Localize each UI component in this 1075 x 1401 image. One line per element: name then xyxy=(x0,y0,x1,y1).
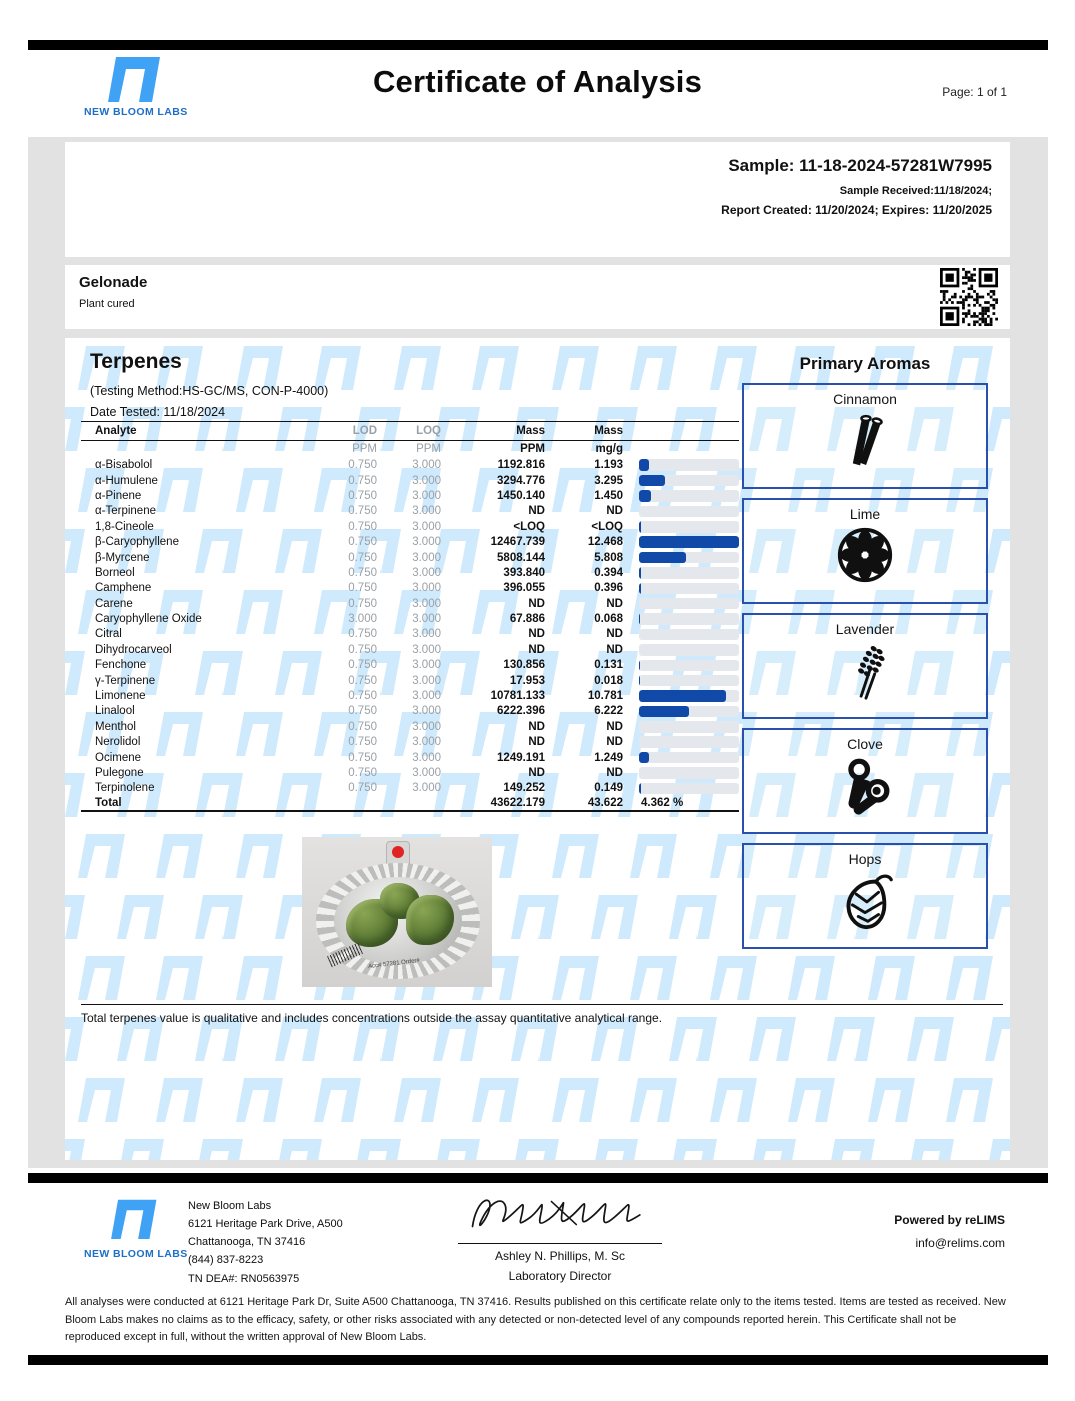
mass-mgg-value: <LOQ xyxy=(591,520,623,533)
signature-block xyxy=(440,1188,680,1283)
bar-track xyxy=(639,475,739,487)
lod-value: 0.750 xyxy=(348,690,377,703)
loq-value: 3.000 xyxy=(412,643,441,656)
bar-fill xyxy=(639,475,665,487)
mass-bar-cell xyxy=(629,750,739,765)
analyte-name: Ocimene xyxy=(95,751,142,764)
table-row xyxy=(81,627,739,642)
content-area xyxy=(28,137,1048,1168)
footer-logo xyxy=(84,1198,188,1260)
table-row xyxy=(81,550,739,565)
product-info-box xyxy=(65,265,1010,329)
top-rule-bar xyxy=(28,40,1048,50)
mass-bar-cell xyxy=(629,504,739,519)
mass-bar-cell xyxy=(629,627,739,642)
mass-bar-cell xyxy=(629,534,739,549)
lod-value: 0.750 xyxy=(348,597,377,610)
signer-name: Ashley N. Phillips, M. Sc xyxy=(494,1249,626,1263)
aroma-label: Lime xyxy=(849,506,881,522)
bar-fill xyxy=(639,690,726,702)
mass-ppm-value: ND xyxy=(528,505,545,518)
analyte-name: Caryophyllene Oxide xyxy=(95,613,202,626)
mass-bar-cell xyxy=(629,611,739,626)
mass-mgg-value: ND xyxy=(606,628,623,641)
table-row xyxy=(81,488,739,503)
dish-label: Acc# 57281 Order# xyxy=(367,957,421,971)
analyte-name: Borneol xyxy=(95,566,135,579)
analyte-name: Nerolidol xyxy=(95,736,141,749)
loq-value: 3.000 xyxy=(412,459,441,472)
mass-ppm-value: 130.856 xyxy=(503,659,545,672)
lod-value: 3.000 xyxy=(348,613,377,626)
col-mass-ppm: Mass xyxy=(447,422,551,441)
aroma-list xyxy=(742,383,988,949)
loq-value: 3.000 xyxy=(412,767,441,779)
mass-bar-cell xyxy=(629,673,739,688)
bar-track xyxy=(639,567,739,579)
bar-track xyxy=(639,706,739,718)
mass-ppm-value: 17.953 xyxy=(509,674,545,687)
mass-mgg-value: 12.468 xyxy=(587,536,623,549)
mass-ppm-value: <LOQ xyxy=(513,520,545,533)
section-title: Terpenes xyxy=(90,350,182,373)
aroma-box-hops xyxy=(742,843,988,949)
aroma-box-cinnamon xyxy=(742,383,988,489)
lod-value: 0.750 xyxy=(348,705,377,718)
mass-ppm-value: 1192.816 xyxy=(497,459,545,472)
table-row xyxy=(81,781,739,796)
lod-value: 0.750 xyxy=(348,505,377,518)
lod-value: 0.750 xyxy=(348,582,377,595)
mass-bar-cell xyxy=(629,658,739,673)
lab-address-block xyxy=(188,1197,343,1288)
bar-track xyxy=(639,536,739,548)
bar-fill xyxy=(639,536,739,548)
mass-mgg-value: ND xyxy=(606,505,623,518)
loq-value: 3.000 xyxy=(412,474,441,487)
total-mass-ppm: 43622.179 xyxy=(447,796,551,811)
hops-icon xyxy=(744,869,986,936)
mass-mgg-value: 3.295 xyxy=(594,474,623,487)
primary-aromas xyxy=(742,354,988,949)
bar-fill xyxy=(639,583,641,595)
unit-mass-mgg: mg/g xyxy=(595,443,623,456)
aroma-label: Hops xyxy=(848,851,882,867)
loq-value: 3.000 xyxy=(412,751,441,764)
table-row xyxy=(81,611,739,626)
analyte-name: α-Terpinene xyxy=(95,505,156,518)
lab-city: Chattanooga, TN 37416 xyxy=(188,1236,306,1249)
table-row xyxy=(81,765,739,780)
terpene-rows xyxy=(81,458,739,797)
loq-value: 3.000 xyxy=(412,505,441,518)
bar-track xyxy=(639,752,739,764)
mass-mgg-value: 1.249 xyxy=(594,751,623,764)
mass-ppm-value: 396.055 xyxy=(503,582,545,595)
bottom-rule-bar xyxy=(28,1355,1048,1365)
bar-track xyxy=(639,660,739,672)
mass-bar-cell xyxy=(629,550,739,565)
bar-track xyxy=(639,521,739,533)
clove-icon xyxy=(744,754,986,821)
bar-track xyxy=(639,598,739,610)
mass-mgg-value: 0.131 xyxy=(594,659,623,672)
loq-value: 3.000 xyxy=(412,566,441,579)
powered-by-block xyxy=(894,1213,1005,1250)
total-row xyxy=(81,796,739,811)
footer-rule-bar xyxy=(28,1173,1048,1183)
bar-track xyxy=(639,552,739,564)
mass-ppm-value: ND xyxy=(528,643,545,656)
lime-icon xyxy=(744,524,986,591)
mass-bar-cell xyxy=(629,565,739,580)
mass-bar-cell xyxy=(629,642,739,657)
analyte-name: Citral xyxy=(95,628,122,641)
sample-photo xyxy=(302,837,492,987)
terpenes-header xyxy=(90,350,328,419)
mass-bar-cell xyxy=(629,473,739,488)
product-type: Plant cured xyxy=(79,298,135,310)
table-row xyxy=(81,719,739,734)
mass-ppm-value: 393.840 xyxy=(503,566,545,579)
bar-track xyxy=(639,506,739,518)
mass-bar-cell xyxy=(629,704,739,719)
lod-value: 0.750 xyxy=(348,674,377,687)
terpenes-footnote: Total terpenes value is qualitative and includes concentrations outside the assay quantitative analytical range. xyxy=(81,1004,1003,1025)
aroma-label: Clove xyxy=(847,736,883,752)
mass-bar-cell xyxy=(629,765,739,780)
col-analyte: Analyte xyxy=(81,422,319,441)
mass-mgg-value: ND xyxy=(606,643,623,656)
mass-ppm-value: ND xyxy=(528,720,545,733)
table-row xyxy=(81,658,739,673)
analyte-name: β-Myrcene xyxy=(95,551,150,564)
mass-mgg-value: 10.781 xyxy=(587,690,623,703)
col-loq: LOQ xyxy=(383,422,447,441)
lod-value: 0.750 xyxy=(348,720,377,733)
bar-track xyxy=(639,490,739,502)
analyte-name: Camphene xyxy=(95,582,152,595)
lod-value: 0.750 xyxy=(348,520,377,533)
loq-value: 3.000 xyxy=(412,597,441,610)
analyte-name: Carene xyxy=(95,597,133,610)
mass-mgg-value: ND xyxy=(606,597,623,610)
loq-value: 3.000 xyxy=(412,674,441,687)
aroma-box-lime xyxy=(742,498,988,604)
cinnamon-icon xyxy=(744,409,986,476)
mass-bar-cell xyxy=(629,519,739,534)
table-row xyxy=(81,704,739,719)
mass-ppm-value: 1450.140 xyxy=(497,489,545,502)
mass-bar-cell xyxy=(629,458,739,473)
aroma-label: Cinnamon xyxy=(833,391,897,407)
aromas-title: Primary Aromas xyxy=(799,354,931,373)
bar-fill xyxy=(639,675,640,687)
table-row xyxy=(81,458,739,473)
mass-ppm-value: ND xyxy=(528,767,545,779)
loq-value: 3.000 xyxy=(412,782,441,795)
powered-by: Powered by reLIMS xyxy=(894,1213,1005,1227)
mass-ppm-value: 149.252 xyxy=(503,782,545,795)
bar-track xyxy=(639,736,739,748)
red-dot-sticker xyxy=(392,846,404,858)
table-header-row xyxy=(81,422,739,441)
mass-ppm-value: ND xyxy=(528,597,545,610)
bar-track xyxy=(639,629,739,641)
mass-ppm-value: 6222.396 xyxy=(497,705,545,718)
lod-value: 0.750 xyxy=(348,536,377,549)
bar-track xyxy=(639,583,739,595)
bar-fill xyxy=(639,459,649,471)
page-title: Certificate of Analysis xyxy=(372,64,703,99)
lod-value: 0.750 xyxy=(348,551,377,564)
mass-mgg-value: 1.450 xyxy=(594,489,623,502)
table-row xyxy=(81,473,739,488)
table-row xyxy=(81,750,739,765)
analyte-name: Linalool xyxy=(95,705,135,718)
lavender-icon xyxy=(744,639,986,706)
mass-mgg-value: 1.193 xyxy=(594,459,623,472)
brand-text: NEW BLOOM LABS xyxy=(84,1248,188,1260)
analyte-name: Pulegone xyxy=(95,767,144,779)
table-row xyxy=(81,504,739,519)
mass-bar-cell xyxy=(629,781,739,796)
bar-track xyxy=(639,690,739,702)
analyte-name: α-Humulene xyxy=(95,474,158,487)
mass-mgg-value: 6.222 xyxy=(594,705,623,718)
col-mass-mgg: Mass xyxy=(551,422,629,441)
mass-bar-cell xyxy=(629,688,739,703)
unit-lod: PPM xyxy=(352,443,377,456)
bar-fill xyxy=(639,490,651,502)
col-lod: LOD xyxy=(319,422,383,441)
loq-value: 3.000 xyxy=(412,613,441,626)
lod-value: 0.750 xyxy=(348,474,377,487)
disclaimer-text: All analyses were conducted at 6121 Heritage Park Dr, Suite A500 Chattanooga, TN 37416. Results published on this certificate relate only to the items tested. Items are tested as received. New Bloom Labs makes no claims as to the efficacy, safety, or other risks associated with any detected or non-detected level of any compounds reported herein. This Certificate shall not be reproduced except in full, without the written approval of New Bloom Labs. xyxy=(65,1296,1006,1344)
analyte-name: β-Caryophyllene xyxy=(95,536,179,549)
new-bloom-labs-logo-icon xyxy=(104,1198,160,1239)
mass-ppm-value: ND xyxy=(528,736,545,749)
lod-value: 0.750 xyxy=(348,782,377,795)
loq-value: 3.000 xyxy=(412,690,441,703)
analyte-name: Terpinolene xyxy=(95,782,155,795)
loq-value: 3.000 xyxy=(412,536,441,549)
analyte-name: 1,8-Cineole xyxy=(95,520,154,533)
table-row xyxy=(81,565,739,580)
analyte-name: Menthol xyxy=(95,720,136,733)
lod-value: 0.750 xyxy=(348,628,377,641)
bar-track xyxy=(639,459,739,471)
aroma-box-lavender xyxy=(742,613,988,719)
bar-fill xyxy=(639,613,640,625)
mass-mgg-value: 0.394 xyxy=(594,566,623,579)
bar-track xyxy=(639,644,739,656)
analyte-name: α-Bisabolol xyxy=(95,459,153,472)
analyte-name: α-Pinene xyxy=(95,489,142,502)
mass-mgg-value: 5.808 xyxy=(594,551,623,564)
mass-mgg-value: 0.149 xyxy=(594,782,623,795)
lab-street: 6121 Heritage Park Drive, A500 xyxy=(188,1218,343,1231)
bar-fill xyxy=(639,752,649,764)
lod-value: 0.750 xyxy=(348,459,377,472)
total-percent: 4.362 % xyxy=(629,796,739,811)
table-row xyxy=(81,534,739,549)
loq-value: 3.000 xyxy=(412,582,441,595)
signature xyxy=(455,1188,665,1238)
lab-name: New Bloom Labs xyxy=(188,1200,272,1212)
analyte-name: γ-Terpinene xyxy=(95,674,156,687)
loq-value: 3.000 xyxy=(412,659,441,672)
mass-mgg-value: 0.396 xyxy=(594,582,623,595)
bar-fill xyxy=(639,706,689,718)
bar-fill xyxy=(639,567,641,579)
mass-ppm-value: 3294.776 xyxy=(497,474,545,487)
mass-mgg-value: 0.068 xyxy=(594,613,623,626)
lab-phone: (844) 837-8223 xyxy=(188,1254,264,1267)
loq-value: 3.000 xyxy=(412,520,441,533)
aroma-label: Lavender xyxy=(835,621,895,637)
lod-value: 0.750 xyxy=(348,643,377,656)
mass-bar-cell xyxy=(629,596,739,611)
analyte-name: Fenchone xyxy=(95,659,147,672)
mass-mgg-value: ND xyxy=(606,767,623,779)
qr-code xyxy=(940,268,998,326)
lod-value: 0.750 xyxy=(348,767,377,779)
total-label: Total xyxy=(81,796,319,811)
loq-value: 3.000 xyxy=(412,489,441,502)
analyte-name: Dihydrocarveol xyxy=(95,643,172,656)
loq-value: 3.000 xyxy=(412,720,441,733)
page-number: Page: 1 of 1 xyxy=(942,85,1007,99)
date-tested: Date Tested: 11/18/2024 xyxy=(90,405,226,419)
loq-value: 3.000 xyxy=(412,551,441,564)
sample-received: Sample Received:11/18/2024; xyxy=(839,185,992,197)
signer-title: Laboratory Director xyxy=(508,1269,612,1283)
bar-fill xyxy=(639,521,641,533)
mass-ppm-value: 1249.191 xyxy=(497,751,545,764)
table-row xyxy=(81,673,739,688)
mass-bar-cell xyxy=(629,735,739,750)
mass-mgg-value: ND xyxy=(606,720,623,733)
mass-ppm-value: ND xyxy=(528,628,545,641)
mass-ppm-value: 67.886 xyxy=(509,613,545,626)
bar-fill xyxy=(639,660,640,672)
total-mass-mgg: 43.622 xyxy=(551,796,629,811)
bar-fill xyxy=(639,552,686,564)
unit-mass-ppm: PPM xyxy=(520,443,545,456)
lod-value: 0.750 xyxy=(348,489,377,502)
lod-value: 0.750 xyxy=(348,566,377,579)
mass-bar-cell xyxy=(629,488,739,503)
product-name: Gelonade xyxy=(79,274,148,291)
lod-value: 0.750 xyxy=(348,736,377,749)
loq-value: 3.000 xyxy=(412,628,441,641)
mass-ppm-value: 5808.144 xyxy=(497,551,545,564)
units-row xyxy=(81,441,739,458)
mass-mgg-value: 0.018 xyxy=(594,674,623,687)
sample-info-box xyxy=(65,142,1010,257)
col-bar xyxy=(629,422,739,441)
mass-ppm-value: 10781.133 xyxy=(490,690,545,703)
signature-line xyxy=(458,1243,662,1244)
table-row xyxy=(81,688,739,703)
aroma-box-clove xyxy=(742,728,988,834)
table-row xyxy=(81,735,739,750)
bar-track xyxy=(639,675,739,687)
table-row xyxy=(81,519,739,534)
table-row xyxy=(81,596,739,611)
mass-mgg-value: ND xyxy=(606,736,623,749)
loq-value: 3.000 xyxy=(412,736,441,749)
bar-track xyxy=(639,613,739,625)
bar-track xyxy=(639,767,739,779)
mass-bar-cell xyxy=(629,581,739,596)
testing-method: (Testing Method:HS-GC/MS, CON-P-4000) xyxy=(90,384,329,398)
lab-dea: TN DEA#: RN0563975 xyxy=(188,1272,300,1285)
brand-text: NEW BLOOM LABS xyxy=(84,106,188,118)
terpenes-table xyxy=(81,421,739,812)
table-row xyxy=(81,642,739,657)
table-row xyxy=(81,581,739,596)
bar-track xyxy=(639,721,739,733)
lod-value: 0.750 xyxy=(348,751,377,764)
analyte-name: Limonene xyxy=(95,690,146,703)
sample-id: Sample: 11-18-2024-57281W7995 xyxy=(728,156,992,175)
mass-ppm-value: 12467.739 xyxy=(490,536,545,549)
terpenes-panel xyxy=(65,338,1010,1160)
loq-value: 3.000 xyxy=(412,705,441,718)
powered-email: info@relims.com xyxy=(915,1236,1005,1250)
unit-loq: PPM xyxy=(416,443,441,456)
lod-value: 0.750 xyxy=(348,659,377,672)
bar-track xyxy=(639,783,739,795)
mass-bar-cell xyxy=(629,719,739,734)
report-dates: Report Created: 11/20/2024; Expires: 11/20/2025 xyxy=(721,203,992,217)
bar-fill xyxy=(639,783,641,795)
